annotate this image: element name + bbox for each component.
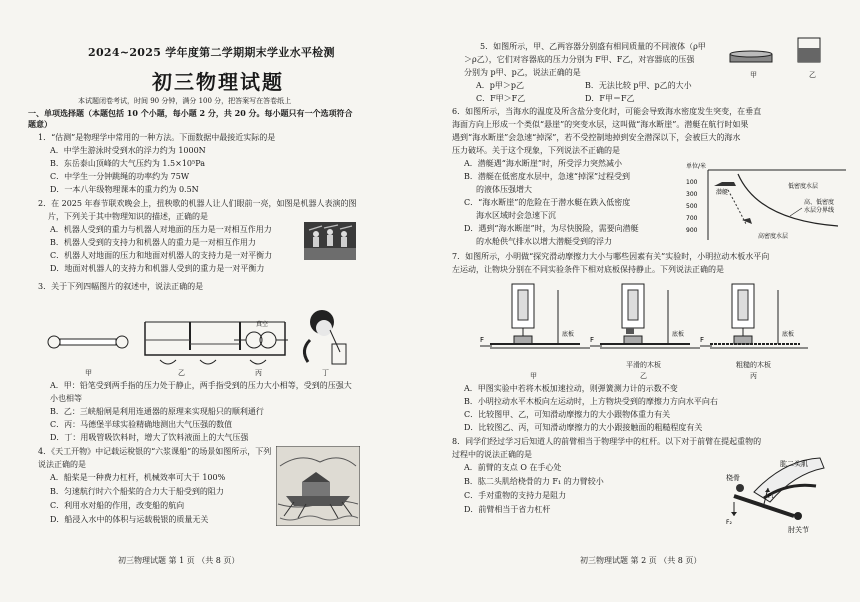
q8-option-b: B．肱二头肌给桡骨的力 F₁ 的力臂较小 <box>464 477 604 486</box>
q3-label-jia: 甲 <box>85 369 92 377</box>
q5-stem-cont2: 分别为 p甲、p乙，说法正确的是 <box>464 68 581 77</box>
boundary-label-1: 高、低密度 <box>804 199 835 206</box>
q3-option-d: D．丁：用吸管吸饮料时，增大了饮料液面上的大气压强 <box>50 433 249 442</box>
section-heading-cont: 题意） <box>28 119 52 129</box>
forearm-lever-diagram <box>724 452 840 534</box>
q2-stem: 2．在 2025 年春节联欢晚会上，扭秧歌的机器人让人们眼前一亮，如图是机器人表演的图 <box>38 199 357 208</box>
q7-option-a: A．甲图实验中若将木板加速拉动，则弹簧测力计的示数不变 <box>464 384 678 393</box>
q6-option-b: B．潜艇在低密度水层中，急速“掉深”过程受到 <box>464 172 631 181</box>
q2-option-d: D．地面对机器人的支持力和机器人受到的重力是一对平衡力 <box>50 264 265 273</box>
board-label-bing: 底板 <box>782 331 795 338</box>
radius-label: 桡骨 <box>726 474 740 482</box>
q3-option-c: C．丙：马德堡半球实验精确地测出大气压强的数值 <box>50 420 233 429</box>
q8-option-a: A．前臂的支点 O 在手心处 <box>464 463 562 472</box>
q7-option-d: D．比较图乙、丙，可知滑动摩擦力的大小跟接触面的粗糙程度有关 <box>464 423 703 432</box>
q6-option-d: D．遇到“海水断崖”时，为尽快脱险，需要向潜艇 <box>464 224 639 233</box>
q7-label-bing: 丙 <box>750 372 757 380</box>
q3-stem: 3．关于下列四幅图片的叙述中，说法正确的是 <box>38 282 204 291</box>
q6-option-c-cont: 海水区域时会急速下沉 <box>476 211 556 220</box>
q6-stem-cont1: 海面方向上形成一个类似“悬崖”的突变水层，这叫做“海水断崖”。潜艇在航行时如果 <box>452 120 749 129</box>
q2-option-a: A．机器人受到的重力与机器人对地面的压力是一对相互作用力 <box>50 225 272 234</box>
elbow-joint-label: 肘关节 <box>788 526 809 534</box>
submarine-label: 潜艇 <box>716 189 729 196</box>
q5-option-b: B．无法比较 p甲、p乙的大小 <box>585 81 692 90</box>
q8-option-c: C．手对重物的支持力是阻力 <box>464 491 567 500</box>
q5-option-a: A．p甲＞p乙 <box>476 81 525 90</box>
f1-label: F₁ <box>768 493 774 500</box>
q8-stem: 8．同学们经过学习后知道人的前臂相当于物理学中的杠杆。以下对于前臂在提起重物的 <box>452 437 762 446</box>
tick-300: 300 <box>686 191 698 198</box>
board-label-yi: 底板 <box>672 331 685 338</box>
q4-stem-cont: 说法正确的是 <box>38 460 86 469</box>
high-density-label: 高密度水层 <box>758 233 789 240</box>
q6-option-b-cont: 的液体压强增大 <box>476 185 532 194</box>
ocean-cliff-diagram <box>678 160 848 244</box>
q2-option-b: B．机器人受到的支持力和机器人的重力是一对相互作用力 <box>50 238 256 247</box>
six-oar-boat-illustration <box>276 446 360 526</box>
tick-100: 100 <box>686 179 698 186</box>
tick-700: 700 <box>686 215 698 222</box>
q7-label-jia: 甲 <box>530 372 537 380</box>
q2-stem-cont: 片，下列关于其中物理知识的描述，正确的是 <box>48 212 208 221</box>
q7-sub-rough: 粗糙的木板 <box>736 361 771 369</box>
exam-header-title: 2024~2025 学年度第二学期期末学业水平检测 <box>88 46 335 59</box>
q7-label-yi: 乙 <box>640 372 647 380</box>
q7-sub-smooth: 平滑的木板 <box>626 361 661 369</box>
f2-label: F₂ <box>726 519 732 526</box>
q5-option-d: D．F甲＝F乙 <box>585 94 635 103</box>
q5-stem-cont1: ＞ρ乙），它们对容器底的压力分别为 F甲、F乙，对容器底的压强 <box>464 55 695 64</box>
q5-label-yi: 乙 <box>809 71 816 79</box>
page-1-footer: 初三物理试题 第 1 页 （共 8 页） <box>118 556 240 565</box>
board-label-jia: 底板 <box>562 331 575 338</box>
exam-notice: 本试题闭卷考试，时间 90 分钟，满分 100 分，把答案写在答卷纸上 <box>78 97 292 105</box>
q4-option-c: C．利用水对船的作用，改变船的航向 <box>50 501 185 510</box>
q7-stem-cont: 左运动，让物块分别在不同实验条件下相对底板保持静止。下列说法正确的是 <box>452 265 724 274</box>
q4-option-d: D．船浸入水中的体积与运载税银的质量无关 <box>50 515 209 524</box>
robot-dance-photo <box>304 222 356 260</box>
friction-experiments <box>480 280 810 360</box>
magdeburg-figure <box>234 320 288 348</box>
q6-option-c: C．“海水断崖”的危险在于潜水艇在跌入低密度 <box>464 198 631 207</box>
q5-containers <box>726 36 836 68</box>
low-density-label: 低密度水层 <box>788 183 819 190</box>
force-label-jia: F <box>480 336 485 344</box>
q8-option-d: D．前臂相当于省力杠杆 <box>464 505 551 514</box>
vacuum-label: 真空 <box>256 321 269 328</box>
q7-option-c: C．比较图甲、乙，可知滑动摩擦力的大小跟物体重力有关 <box>464 410 671 419</box>
q1-option-a: A．中学生游泳时受到水的浮力约为 1000N <box>50 146 206 155</box>
boundary-label-2: 水层分界线 <box>804 207 835 214</box>
ship-lock-figure <box>145 322 285 364</box>
q5-option-c: C．F甲＞F乙 <box>476 94 526 103</box>
q5-label-jia: 甲 <box>750 71 757 79</box>
q6-option-d-cont: 的水舱供气排水以增大潜艇受到的浮力 <box>476 237 612 246</box>
experiment-jia <box>480 284 590 348</box>
q1-option-b: B．东岳泰山顶峰的大气压约为 1.5×10⁵Pa <box>50 159 206 168</box>
biceps-label: 肱二头肌 <box>780 460 808 468</box>
q3-label-yi: 乙 <box>178 369 185 377</box>
q1-stem: 1．“估测”是物理学中常用的一种方法。下面数据中最接近实际的是 <box>38 133 276 142</box>
pencil-figure <box>48 336 128 348</box>
q3-label-ding: 丁 <box>322 369 329 377</box>
q1-option-c: C．中学生一分钟跳绳的功率约为 75W <box>50 172 190 181</box>
q7-stem: 7．如图所示，小明做“探究滑动摩擦力大小与哪些因素有关”实验时，小明拉动木板水平向 <box>452 252 770 261</box>
q3-option-a-cont: 小也相等 <box>50 394 82 403</box>
subject-title: 初三物理试题 <box>152 70 284 94</box>
q3-option-a: A．甲：铅笔受到两手指的压力处于静止，两手指受到的压力大小相等，受到的压强大 <box>50 381 352 390</box>
force-label-yi: F <box>590 336 595 344</box>
q3-option-b: B．乙：三峡船闸是利用连通器的原理来实现船只的顺利通行 <box>50 407 264 416</box>
q7-option-b: B．小明拉动水平木板向左运动时，上方物块受到的摩擦力方向水平向右 <box>464 397 718 406</box>
section-heading: 一、单项选择题（本题包括 10 个小题，每小题 2 分，共 20 分。每小题只有一个选项符合 <box>28 108 353 118</box>
q3-label-bing: 丙 <box>255 369 262 377</box>
force-label-bing: F <box>700 336 705 344</box>
q1-option-d: D．一本八年级物理课本的重力约为 0.5N <box>50 185 199 194</box>
experiment-yi <box>590 284 700 348</box>
q6-stem-cont2: 遇到“海水断崖”会急速“掉深”，若不受控制地掉到安全潜深以下，会被巨大的海水 <box>452 133 741 142</box>
page-2-footer: 初三物理试题 第 2 页 （共 8 页） <box>580 556 702 565</box>
q6-stem-cont3: 压力破坏。关于这个现象，下列说法不正确的是 <box>452 146 620 155</box>
chart-axis-unit: 单位/米 <box>686 163 707 170</box>
experiment-bing <box>700 284 808 348</box>
q3-figures <box>40 300 370 370</box>
q8-stem-cont: 过程中的说法正确的是 <box>452 450 532 459</box>
page-2 <box>430 0 860 602</box>
q2-option-c: C．机器人对地面的压力和地面对机器人的支持力是一对平衡力 <box>50 251 273 260</box>
q4-stem: 4．《天工开物》中记载运稅银的“六浆课船”的场景如图所示，下列 <box>38 447 272 456</box>
tick-500: 500 <box>686 203 698 210</box>
q5-stem: 5．如图所示，甲、乙两容器分别盛有相同质量的不同液体（ρ甲 <box>480 42 706 51</box>
q6-option-a: A．潜艇遇“海水断崖”时，所受浮力突然减小 <box>464 159 622 168</box>
tick-900: 900 <box>686 227 698 234</box>
q6-stem: 6．如图所示，当海水的温度及所含盐分变化时，可能会导致海水密度发生突变，在垂直 <box>452 107 762 116</box>
straw-figure <box>304 310 346 364</box>
q4-option-a: A．船桨是一种费力杠杆，机械效率可大于 100% <box>50 473 226 482</box>
q4-option-b: B．匀速航行时六个船桨的合力大于船受到的阻力 <box>50 487 224 496</box>
